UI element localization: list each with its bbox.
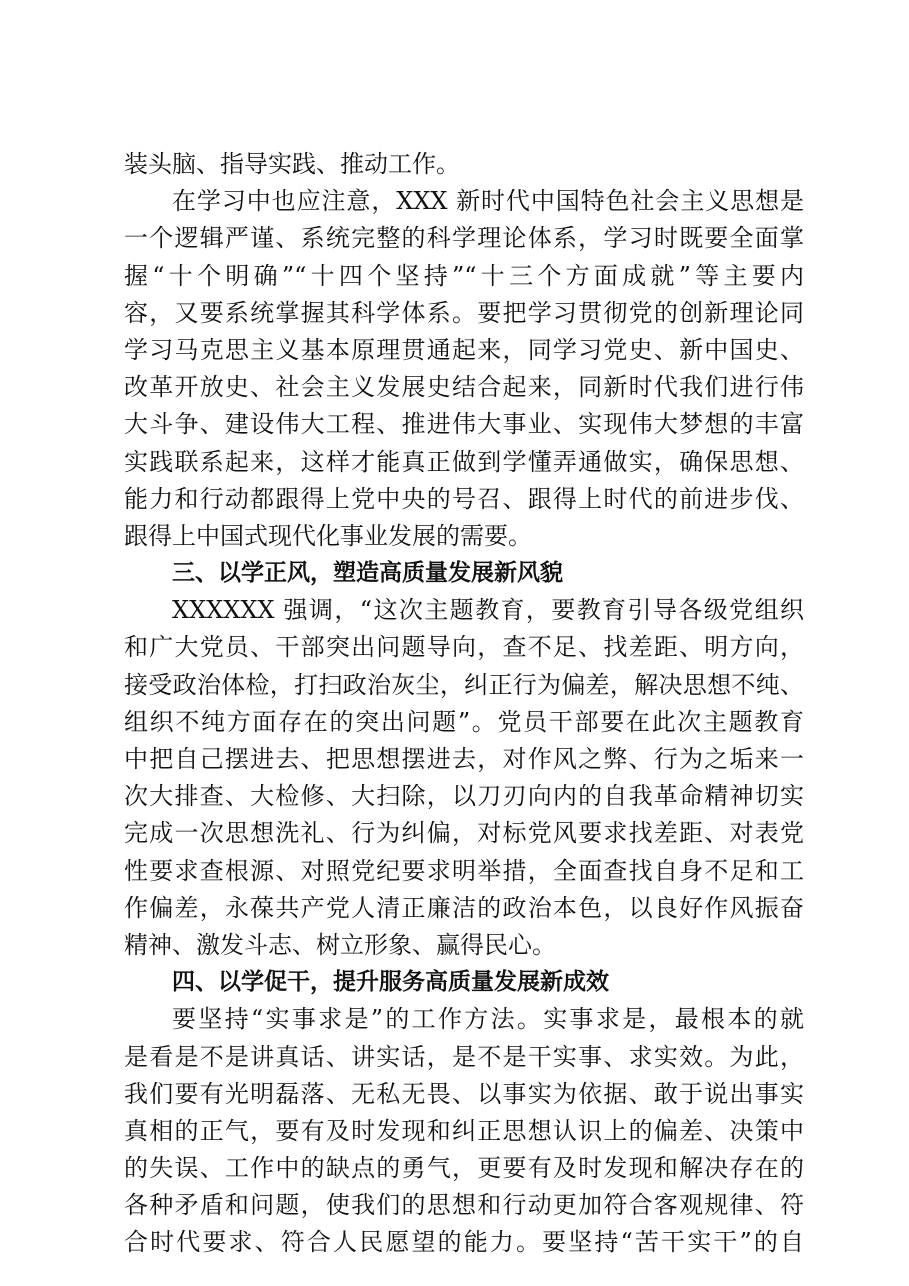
text-line: 握“十个明确”“十四个坚持”“十三个方面成就”等主要内 bbox=[124, 261, 804, 290]
text-line: 组织不纯方面存在的突出问题”。党员干部要在此次主题教育 bbox=[124, 707, 804, 736]
document-body bbox=[124, 146, 804, 1262]
paragraph-first-line: 在学习中也应注意，XXX 新时代中国特色社会主义思想是 bbox=[172, 187, 804, 216]
text-line: 改革开放史、社会主义发展史结合起来，同新时代我们进行伟 bbox=[124, 373, 804, 402]
section-heading: 四、以学促干，提升服务高质量发展新成效 bbox=[172, 969, 609, 996]
paragraph-first-line: 要坚持“实事求是”的工作方法。实事求是，最根本的就 bbox=[172, 1005, 804, 1034]
text-line: 接受政治体检，打扫政治灰尘，纠正行为偏差，解决思想不纯、 bbox=[124, 670, 804, 699]
text-line: 实践联系起来，这样才能真正做到学懂弄通做实，确保思想、 bbox=[124, 447, 804, 476]
text-line: 学习马克思主义基本原理贯通起来，同学习党史、新中国史、 bbox=[124, 335, 804, 364]
paragraph-first-line: XXXXXX 强调，“这次主题教育，要教育引导各级党组织 bbox=[172, 596, 804, 625]
text-line: 合时代要求、符合人民愿望的能力。要坚持“苦干实干”的自 bbox=[124, 1228, 804, 1257]
text-line: 的失误、工作中的缺点的勇气，更要有及时发现和解决存在的 bbox=[124, 1154, 804, 1183]
section-heading: 三、以学正风，塑造高质量发展新风貌 bbox=[172, 560, 563, 587]
paragraph-last-line: 精神、激发斗志、树立形象、赢得民心。 bbox=[124, 930, 556, 959]
text-line: 各种矛盾和问题，使我们的思想和行动更加符合客观规律、符 bbox=[124, 1191, 804, 1220]
text-line: 真相的正气，要有及时发现和纠正思想认识上的偏差、决策中 bbox=[124, 1116, 804, 1145]
text-line: 一个逻辑严谨、系统完整的科学理论体系，学习时既要全面掌 bbox=[124, 224, 804, 253]
paragraph-last-line: 跟得上中国式现代化事业发展的需要。 bbox=[124, 521, 532, 550]
text-line: 性要求查根源、对照党纪要求明举措，全面查找自身不足和工 bbox=[124, 856, 804, 885]
text-line: 作偏差，永葆共产党人清正廉洁的政治本色，以良好作风振奋 bbox=[124, 893, 804, 922]
text-line: 次大排查、大检修、大扫除，以刀刃向内的自我革命精神切实 bbox=[124, 782, 804, 811]
text-line: 中把自己摆进去、把思想摆进去，对作风之弊、行为之垢来一 bbox=[124, 745, 804, 773]
text-line: 我们要有光明磊落、无私无畏、以事实为依据、敢于说出事实 bbox=[124, 1079, 804, 1108]
text-line: 容，又要系统掌握其科学体系。要把学习贯彻党的创新理论同 bbox=[124, 298, 804, 327]
text-line: 能力和行动都跟得上党中央的号召、跟得上时代的前进步伐、 bbox=[124, 484, 804, 513]
text-line: 和广大党员、干部突出问题导向，查不足、找差距、明方向， bbox=[124, 633, 804, 662]
paragraph-last-line: 装头脑、指导实践、推动工作。 bbox=[124, 150, 460, 178]
text-line: 是看是不是讲真话、讲实话，是不是干实事、求实效。为此， bbox=[124, 1042, 804, 1071]
text-line: 完成一次思想洗礼、行为纠偏，对标党风要求找差距、对表党 bbox=[124, 819, 804, 848]
text-line: 大斗争、建设伟大工程、推进伟大事业、实现伟大梦想的丰富 bbox=[124, 410, 804, 439]
